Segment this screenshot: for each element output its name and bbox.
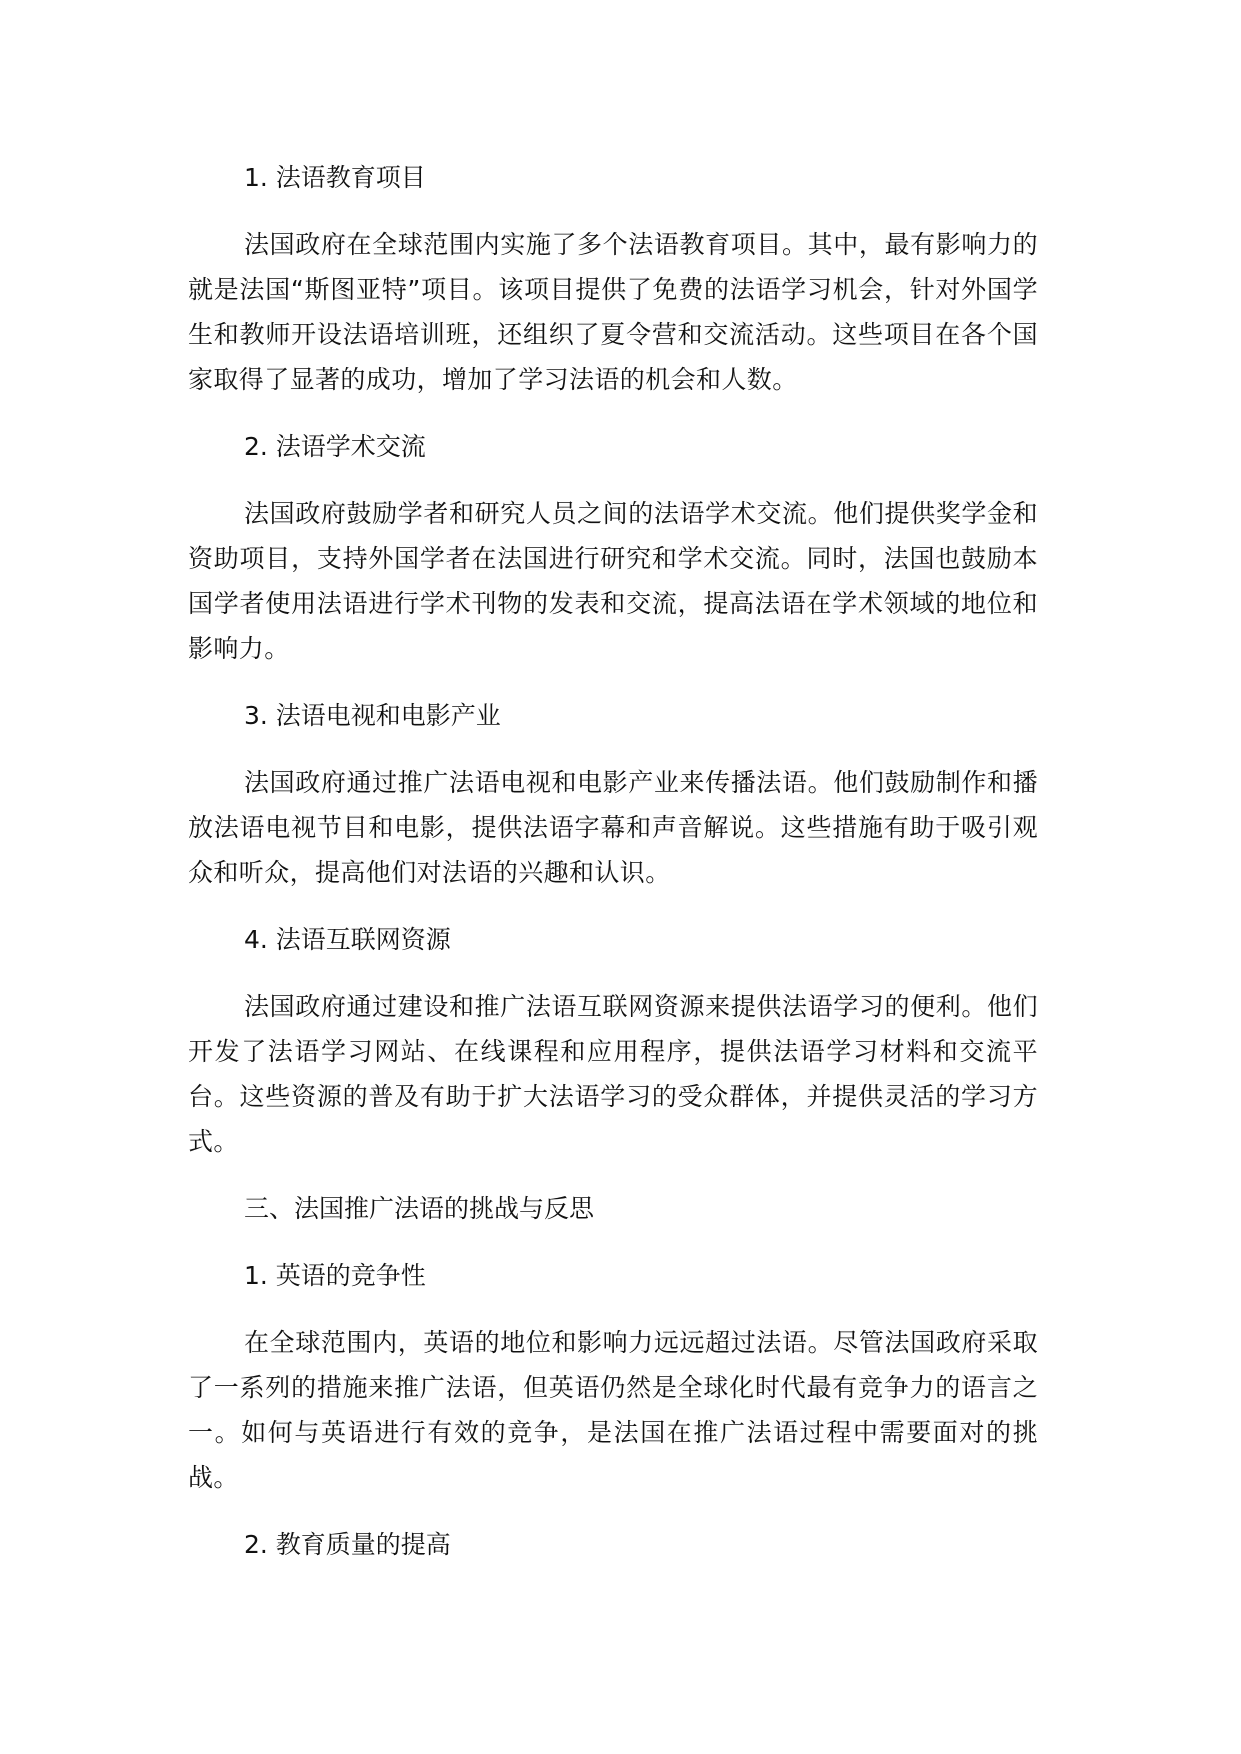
subsection-paragraph-english: 在全球范围内，英语的地位和影响力远远超过法语。尽管法国政府采取了一系列的措施来推广法语，但英语仍然是全球化时代最有竞争力的语言之一。如何与英语进行有效的竞争，是法国在推广法语过程中需要面对的挑战。	[188, 1328, 1038, 1492]
section-paragraph-academic: 法国政府鼓励学者和研究人员之间的法语学术交流。他们提供奖学金和资助项目，支持外国学者在法国进行研究和学术交流。同时，法国也鼓励本国学者使用法语进行学术刊物的发表和交流，提高法语在学术领域的地位和影响力。	[188, 499, 1038, 663]
section-paragraph-education: 法国政府在全球范围内实施了多个法语教育项目。其中，最有影响力的就是法国“斯图亚特”项目。该项目提供了免费的法语学习机会，针对外国学生和教师开设法语培训班，还组织了夏令营和交流活动。这些项目在各个国家取得了显著的成功，增加了学习法语的机会和人数。	[188, 230, 1038, 394]
section-paragraph-internet: 法国政府通过建设和推广法语互联网资源来提供法语学习的便利。他们开发了法语学习网站、在线课程和应用程序，提供法语学习材料和交流平台。这些资源的普及有助于扩大法语学习的受众群体，并提供灵活的学习方式。	[188, 992, 1038, 1156]
section-heading-media: 3. 法语电视和电影产业	[244, 701, 501, 730]
section-paragraph-media: 法国政府通过推广法语电视和电影产业来传播法语。他们鼓励制作和播放法语电视节目和电影，提供法语字幕和声音解说。这些措施有助于吸引观众和听众，提高他们对法语的兴趣和认识。	[188, 768, 1038, 887]
section-heading-education: 1. 法语教育项目	[244, 163, 426, 192]
subsection-heading-quality: 2. 教育质量的提高	[244, 1530, 451, 1559]
section-heading-internet: 4. 法语互联网资源	[244, 925, 451, 954]
document-page	[188, 155, 1038, 1567]
section-heading-academic: 2. 法语学术交流	[244, 432, 426, 461]
subsection-heading-english: 1. 英语的竞争性	[244, 1261, 426, 1290]
chapter-title: 三、法国推广法语的挑战与反思	[244, 1194, 595, 1223]
